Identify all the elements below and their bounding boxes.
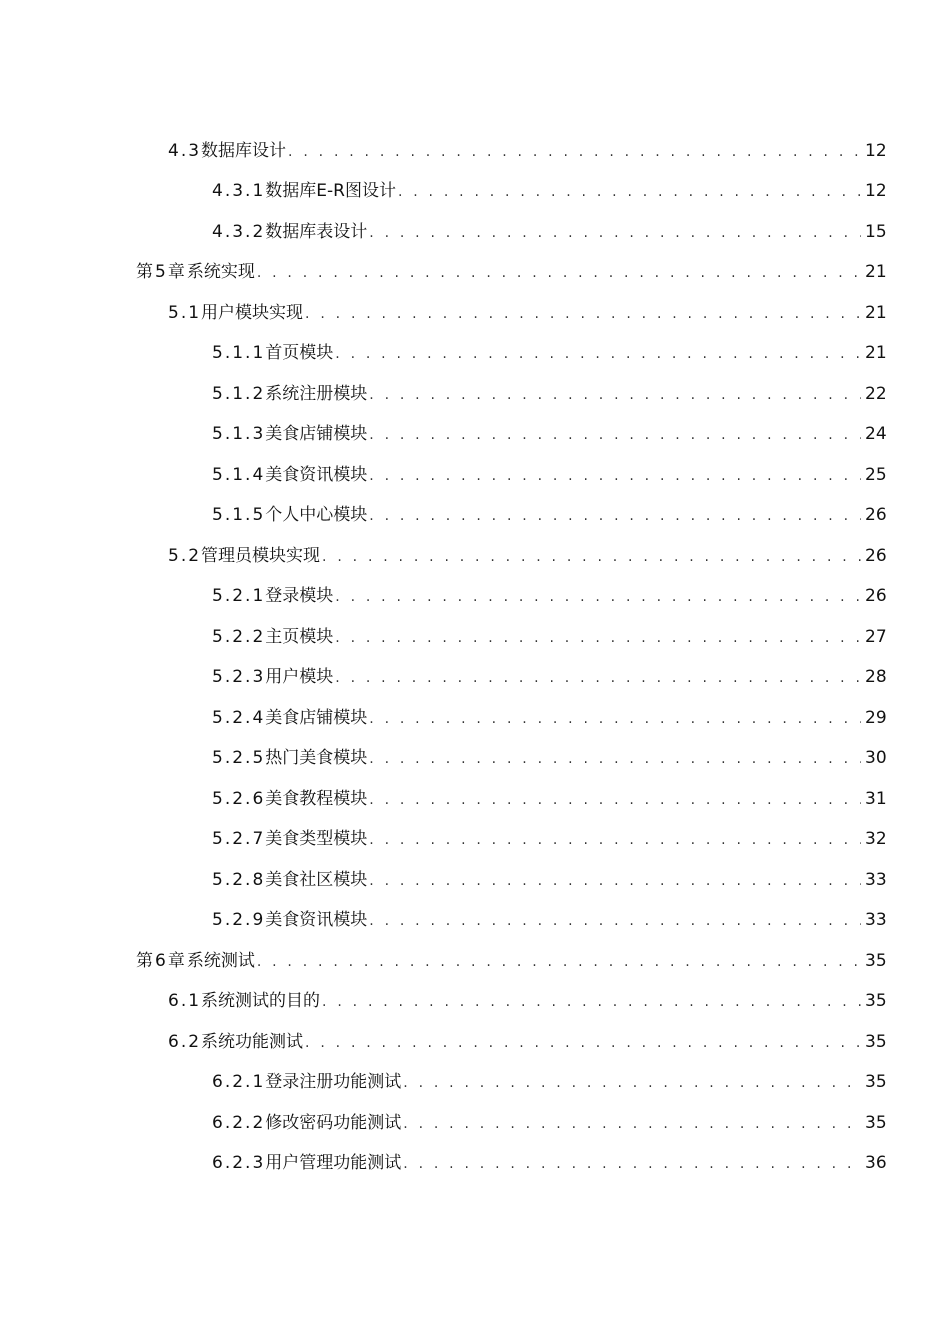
toc-dot-leader xyxy=(335,664,861,692)
toc-entry-title: 数据库E-R图设计 xyxy=(265,181,396,201)
toc-entry-number: 6.1 xyxy=(168,991,202,1011)
toc-entry-number: 5.2.2 xyxy=(212,627,266,647)
toc-dot-leader xyxy=(322,543,861,571)
toc-entry-6-2-2[interactable] xyxy=(212,1109,887,1137)
toc-entry-page: 35 xyxy=(865,1072,887,1092)
toc-dot-leader xyxy=(257,948,861,976)
toc-entry-number: 5.2.7 xyxy=(212,829,266,849)
toc-entry-title: 热门美食模块 xyxy=(265,748,368,768)
toc-entry-title: 修改密码功能测试 xyxy=(265,1113,402,1133)
toc-entry-5-1-4[interactable] xyxy=(212,461,887,489)
toc-entry-5-2-9[interactable] xyxy=(212,906,887,934)
toc-entry-page: 32 xyxy=(865,829,887,849)
toc-dot-leader xyxy=(288,138,861,166)
toc-entry-6-2-1[interactable] xyxy=(212,1068,887,1096)
toc-entry-title: 个人中心模块 xyxy=(265,505,368,525)
toc-entry-number: 第5章 xyxy=(136,262,187,282)
toc-entry-4-3-2[interactable] xyxy=(212,218,887,246)
toc-entry-5-1-1[interactable] xyxy=(212,339,887,367)
toc-entry-title: 首页模块 xyxy=(265,343,334,363)
toc-entry-6-2[interactable] xyxy=(168,1028,887,1056)
toc-dot-leader xyxy=(369,502,861,530)
toc-entry-number: 5.1.1 xyxy=(212,343,266,363)
toc-entry-number: 5.2.3 xyxy=(212,667,266,687)
toc-dot-leader xyxy=(403,1150,861,1178)
toc-entry-page: 21 xyxy=(865,343,887,363)
toc-entry-page: 35 xyxy=(865,1032,887,1052)
toc-entry-number: 5.1.2 xyxy=(212,384,266,404)
toc-dot-leader xyxy=(369,907,861,935)
toc-entry-page: 26 xyxy=(865,505,887,525)
toc-dot-leader xyxy=(369,867,861,895)
toc-dot-leader xyxy=(305,300,861,328)
toc-dot-leader xyxy=(369,745,861,773)
toc-entry-page: 35 xyxy=(865,991,887,1011)
toc-entry-title: 管理员模块实现 xyxy=(201,546,321,566)
toc-entry-6-1[interactable] xyxy=(168,987,887,1015)
toc-entry-page: 22 xyxy=(865,384,887,404)
toc-entry-page: 26 xyxy=(865,546,887,566)
toc-entry-page: 15 xyxy=(865,222,887,242)
toc-entry-number: 6.2.3 xyxy=(212,1153,266,1173)
toc-dot-leader xyxy=(335,340,861,368)
toc-entry-page: 33 xyxy=(865,870,887,890)
toc-entry-5-2-1[interactable] xyxy=(212,582,887,610)
toc-entry-number: 5.2.8 xyxy=(212,870,266,890)
toc-entry-5-2-2[interactable] xyxy=(212,623,887,651)
toc-entry-number: 4.3.2 xyxy=(212,222,266,242)
toc-entry-title: 美食资讯模块 xyxy=(265,465,368,485)
toc-entry-number: 5.2.1 xyxy=(212,586,266,606)
toc-dot-leader xyxy=(369,786,861,814)
toc-entry-number: 5.1.5 xyxy=(212,505,266,525)
toc-entry-title: 主页模块 xyxy=(265,627,334,647)
toc-entry-4-3-1[interactable] xyxy=(212,177,887,205)
toc-entry-number: 4.3 xyxy=(168,141,202,161)
toc-entry-number: 5.2.6 xyxy=(212,789,266,809)
toc-dot-leader xyxy=(305,1029,861,1057)
toc-entry-title: 登录模块 xyxy=(265,586,334,606)
toc-entry-number: 第6章 xyxy=(136,951,187,971)
toc-entry-5-1-5[interactable] xyxy=(212,501,887,529)
toc-entry-5-2-6[interactable] xyxy=(212,785,887,813)
toc-dot-leader xyxy=(369,826,861,854)
toc-entry-page: 31 xyxy=(865,789,887,809)
toc-entry-page: 28 xyxy=(865,667,887,687)
toc-entry-title: 系统注册模块 xyxy=(265,384,368,404)
toc-entry-5-2[interactable] xyxy=(168,542,887,570)
toc-dot-leader xyxy=(257,259,861,287)
toc-entry-title: 美食店铺模块 xyxy=(265,424,368,444)
toc-dot-leader xyxy=(369,219,861,247)
toc-entry-title: 美食教程模块 xyxy=(265,789,368,809)
toc-entry-title: 美食类型模块 xyxy=(265,829,368,849)
toc-entry-page: 33 xyxy=(865,910,887,930)
toc-entry-5-1[interactable] xyxy=(168,299,887,327)
toc-dot-leader xyxy=(335,624,861,652)
toc-entry-5-2-3[interactable] xyxy=(212,663,887,691)
toc-entry-title: 数据库设计 xyxy=(201,141,287,161)
toc-entry-page: 21 xyxy=(865,303,887,323)
toc-dot-leader xyxy=(403,1110,861,1138)
toc-entry-page: 35 xyxy=(865,1113,887,1133)
toc-entry-title: 用户模块实现 xyxy=(201,303,304,323)
toc-entry-4-3[interactable] xyxy=(168,137,887,165)
toc-entry-number: 6.2.2 xyxy=(212,1113,266,1133)
toc-entry-page: 29 xyxy=(865,708,887,728)
toc-dot-leader xyxy=(369,705,861,733)
toc-entry-6-2-3[interactable] xyxy=(212,1149,887,1177)
toc-entry-5-1-3[interactable] xyxy=(212,420,887,448)
toc-entry-number: 4.3.1 xyxy=(212,181,266,201)
toc-entry-number: 5.2 xyxy=(168,546,202,566)
toc-entry-chapter-5[interactable] xyxy=(136,258,887,286)
toc-entry-number: 6.2.1 xyxy=(212,1072,266,1092)
toc-entry-number: 5.2.4 xyxy=(212,708,266,728)
toc-entry-number: 5.1.4 xyxy=(212,465,266,485)
toc-dot-leader xyxy=(322,988,861,1016)
toc-entry-5-2-5[interactable] xyxy=(212,744,887,772)
toc-entry-5-2-4[interactable] xyxy=(212,704,887,732)
toc-entry-title: 系统测试的目的 xyxy=(201,991,321,1011)
toc-dot-leader xyxy=(398,178,861,206)
toc-entry-5-1-2[interactable] xyxy=(212,380,887,408)
toc-entry-page: 24 xyxy=(865,424,887,444)
toc-entry-page: 36 xyxy=(865,1153,887,1173)
toc-entry-5-2-7[interactable] xyxy=(212,825,887,853)
toc-entry-title: 登录注册功能测试 xyxy=(265,1072,402,1092)
toc-entry-title: 数据库表设计 xyxy=(265,222,368,242)
toc-entry-title: 美食店铺模块 xyxy=(265,708,368,728)
toc-dot-leader xyxy=(335,583,861,611)
toc-entry-title: 用户管理功能测试 xyxy=(265,1153,402,1173)
toc-entry-title: 系统功能测试 xyxy=(201,1032,304,1052)
toc-entry-page: 12 xyxy=(865,181,887,201)
toc-entry-5-2-8[interactable] xyxy=(212,866,887,894)
toc-entry-page: 26 xyxy=(865,586,887,606)
toc-entry-number: 5.2.5 xyxy=(212,748,266,768)
toc-entry-page: 35 xyxy=(865,951,887,971)
toc-entry-page: 12 xyxy=(865,141,887,161)
toc-dot-leader xyxy=(403,1069,861,1097)
toc-entry-number: 5.1.3 xyxy=(212,424,266,444)
toc-entry-title: 美食社区模块 xyxy=(265,870,368,890)
toc-entry-chapter-6[interactable] xyxy=(136,947,887,975)
toc-entry-title: 美食资讯模块 xyxy=(265,910,368,930)
toc-entry-number: 6.2 xyxy=(168,1032,202,1052)
toc-entry-page: 27 xyxy=(865,627,887,647)
toc-dot-leader xyxy=(369,381,861,409)
toc-dot-leader xyxy=(369,421,861,449)
toc-dot-leader xyxy=(369,462,861,490)
toc-entry-title: 系统测试 xyxy=(186,951,255,971)
toc-entry-title: 系统实现 xyxy=(186,262,255,282)
toc-entry-number: 5.2.9 xyxy=(212,910,266,930)
toc-entry-page: 21 xyxy=(865,262,887,282)
toc-entry-number: 5.1 xyxy=(168,303,202,323)
toc-entry-title: 用户模块 xyxy=(265,667,334,687)
toc-entry-page: 25 xyxy=(865,465,887,485)
toc-entry-page: 30 xyxy=(865,748,887,768)
